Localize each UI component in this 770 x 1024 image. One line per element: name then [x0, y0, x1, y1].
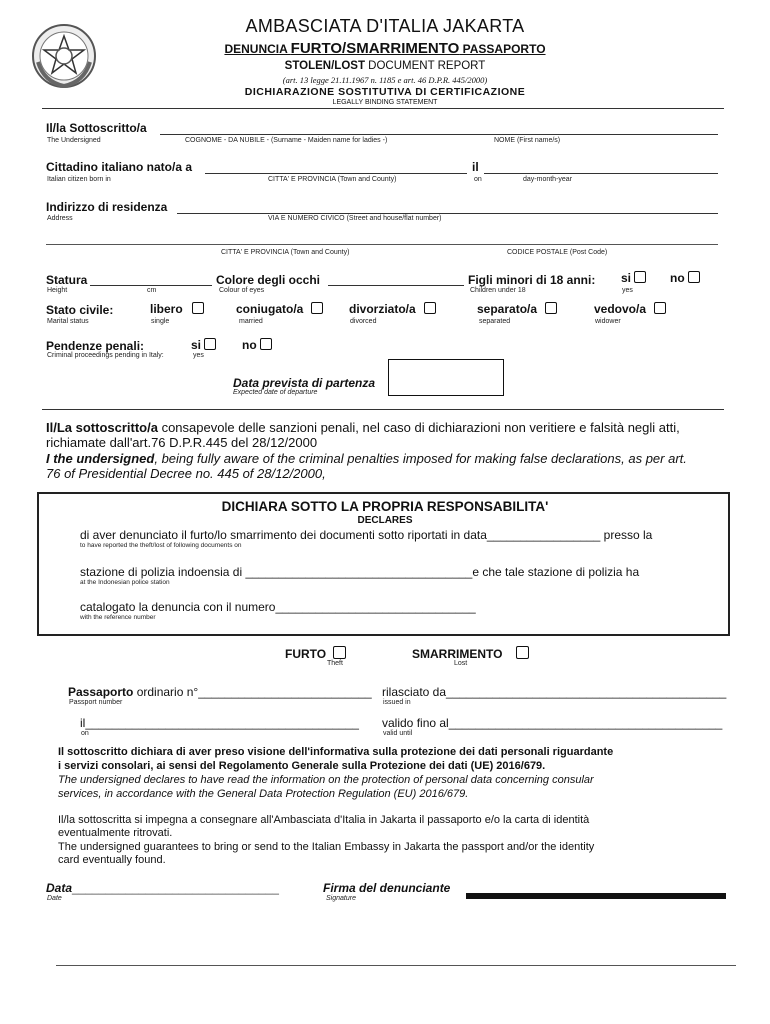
rilasciato-field[interactable]: rilasciato da__________________________________________ — [382, 685, 727, 699]
figli-no-checkbox[interactable] — [688, 271, 700, 283]
passport-number-label: Passport number — [69, 699, 123, 706]
valido-field[interactable]: valido fino al_________________________________________ — [382, 716, 723, 730]
divorziato-option[interactable] — [349, 302, 436, 316]
via-hint: VIA E NUMERO CIVICO (Street and house/flat number) — [268, 215, 442, 222]
declares-line-3: catalogato la denuncia con il numero______________________________ — [80, 600, 476, 614]
document-report-label: DOCUMENT REPORT — [364, 60, 486, 72]
italian-born-label: Italian citizen born in — [47, 176, 111, 183]
declares-line-2-en: at the Indonesian police station — [80, 579, 170, 586]
expected-departure-label: Expected date of departure — [233, 389, 318, 396]
figli-no-option[interactable] — [670, 271, 700, 285]
page-title: AMBASCIATA D'ITALIA JAKARTA — [245, 16, 525, 36]
guarantee-italian-1: Il/la sottoscritta si impegna a consegnare all'Ambasciata d'Italia in Jakarta il passaporto e/o la carta di identità — [58, 814, 590, 826]
declares-line-1: di aver denunciato il furto/lo smarrimento dei documenti sotto riportati in data_________________ presso la — [80, 528, 653, 542]
declaration-english — [46, 451, 756, 481]
pendenze-no-checkbox[interactable] — [260, 338, 272, 350]
figli-yes-label: yes — [622, 287, 633, 294]
guarantee-italian-2: eventualmente ritrovati. — [58, 827, 173, 839]
citta-town-hint: CITTA' E PROVINCIA (Town and County) — [268, 176, 397, 183]
codice-postale-hint: CODICE POSTALE (Post Code) — [507, 249, 608, 256]
address-label: Address — [47, 215, 73, 222]
libero-label: libero — [150, 302, 183, 316]
birthplace-input-line[interactable] — [205, 173, 467, 174]
theft-label: Theft — [327, 660, 343, 667]
eye-colour-input-line[interactable] — [328, 285, 464, 286]
widower-label: widower — [595, 318, 621, 325]
date-label: Date — [47, 895, 62, 902]
declares-label: DECLARES — [357, 515, 413, 526]
single-label: single — [151, 318, 170, 325]
signature-label: Signature — [326, 895, 356, 902]
departure-date-box[interactable] — [388, 359, 504, 396]
passaporto-number-line[interactable]: ordinario n°__________________________ — [133, 685, 372, 699]
declaration-text-en: , being fully aware of the criminal penalties imposed for making false declarations, as per art. — [154, 451, 687, 466]
smarrimento-label: SMARRIMENTO — [412, 647, 503, 661]
libero-option[interactable] — [150, 302, 204, 316]
data-label: Data — [46, 881, 73, 895]
on-label: on — [474, 176, 482, 183]
vedovo-checkbox[interactable] — [654, 302, 666, 314]
legally-binding-label: LEGALLY BINDING STATEMENT — [332, 99, 438, 106]
vedovo-label: vedovo/a — [594, 302, 647, 316]
birth-il-label: il — [472, 160, 479, 174]
declaration-reference: richiamate dall'art.76 D.P.R.445 del 28/12/2000 — [46, 435, 318, 450]
figli-si-option[interactable] — [621, 271, 646, 285]
coniugato-label: coniugato/a — [236, 302, 304, 316]
declaration-subject-en: I the undersigned — [46, 451, 155, 466]
declares-line-2: stazione di polizia indoensia di __________________________________e che tale stazione di polizia ha — [80, 565, 640, 579]
figli-no-label: no — [670, 271, 685, 285]
signature-line[interactable] — [466, 893, 726, 899]
guarantee-english-2: card eventually found. — [58, 854, 166, 866]
pendenze-si-label: si — [191, 338, 202, 352]
furto-label: FURTO — [285, 647, 327, 661]
declaration-text: consapevole delle sanzioni penali, nel caso di dichiarazioni non veritiere e falsità negli atti, — [157, 420, 680, 435]
privacy-italian-2: i servizi consolari, ai sensi del Regolamento Generale sulla Protezione dei dati (UE) 2016/679. — [58, 760, 546, 772]
data-field[interactable] — [46, 881, 279, 895]
divorziato-checkbox[interactable] — [424, 302, 436, 314]
page-subtitle — [0, 40, 770, 58]
married-label: married — [239, 318, 263, 325]
cognome-hint: COGNOME - DA NUBILE - (Surname - Maiden name for ladies -) — [185, 137, 388, 144]
address-line-2[interactable] — [46, 244, 718, 245]
smarrimento-checkbox[interactable] — [516, 646, 529, 659]
figli-si-label: si — [621, 271, 632, 285]
declaration-reference-en: 76 of Presidential Decree no. 445 of 28/12/2000, — [46, 466, 326, 481]
birthdate-input-line[interactable] — [484, 173, 718, 174]
address-input-line[interactable] — [177, 213, 718, 214]
lost-label: Lost — [454, 660, 468, 667]
sottoscritto-label: Il/la Sottoscritto/a — [46, 121, 147, 135]
divorziato-label: divorziato/a — [349, 302, 416, 316]
height-label: Height — [47, 287, 68, 294]
subtitle-denuncia: DENUNCIA — [224, 42, 291, 56]
furto-checkbox[interactable] — [333, 646, 346, 659]
subtitle-furto: FURTO/SMARRIMENTO — [290, 40, 460, 57]
valid-until-label: valid until — [383, 730, 413, 737]
declaration-subject: Il/La sottoscritto/a — [46, 420, 158, 435]
bottom-rule — [56, 965, 736, 966]
criminal-proceedings-label: Criminal proceedings pending in Italy: — [47, 352, 164, 359]
smarrimento-option[interactable] — [412, 646, 529, 661]
cittadino-label: Cittadino italiano nato/a a — [46, 160, 193, 174]
declaration-italian — [46, 420, 756, 450]
children-label: Children under 18 — [470, 287, 526, 294]
passaporto-field[interactable] — [68, 685, 372, 699]
issued-in-label: issued in — [383, 699, 411, 706]
pendenze-no-label: no — [242, 338, 257, 352]
separato-checkbox[interactable] — [545, 302, 557, 314]
issue-date-field[interactable]: il_________________________________________ — [80, 716, 359, 730]
declares-line-3-en: with the reference number — [80, 614, 156, 621]
stolen-lost-heading — [0, 60, 770, 72]
issue-on-label: on — [81, 730, 89, 737]
header-divider — [42, 108, 724, 109]
day-month-year-hint: day-month-year — [523, 176, 573, 183]
declares-box-title: DICHIARA SOTTO LA PROPRIA RESPONSABILITA' — [221, 499, 549, 514]
libero-checkbox[interactable] — [192, 302, 204, 314]
name-input-line[interactable] — [160, 134, 718, 135]
subtitle-passaporto: PASSAPORTO — [459, 42, 546, 56]
data-prevista-label: Data prevista di partenza — [233, 376, 376, 390]
privacy-english-1: The undersigned declares to have read the information on the protection of personal data concerning consular — [58, 774, 594, 786]
indirizzo-label: Indirizzo di residenza — [46, 200, 168, 214]
divorced-label: divorced — [350, 318, 377, 325]
nome-hint: NOME (First name/s) — [494, 137, 561, 144]
vedovo-option[interactable] — [594, 302, 666, 316]
pendenze-si-checkbox[interactable] — [204, 338, 216, 350]
pendenze-si-option[interactable] — [191, 338, 216, 352]
dichiarazione-heading: DICHIARAZIONE SOSTITUTIVA DI CERTIFICAZIONE — [244, 86, 526, 98]
coniugato-option[interactable] — [236, 302, 323, 316]
privacy-english-2: services, in accordance with the General Data Protection Regulation (EU) 2016/679. — [58, 788, 469, 800]
pendenze-yes-label: yes — [193, 352, 204, 359]
privacy-italian-1: Il sottoscritto dichiara di aver preso visione dell'informativa sulla protezione dei dati personali riguardante — [58, 746, 614, 758]
statura-label: Statura — [46, 273, 88, 287]
marital-status-label: Marital status — [47, 318, 89, 325]
law-reference: (art. 13 legge 21.11.1967 n. 1185 e art. 46 D.P.R. 445/2000) — [282, 75, 488, 85]
passaporto-label: Passaporto — [68, 685, 134, 699]
furto-option[interactable] — [285, 646, 346, 661]
separated-label: separated — [479, 318, 511, 325]
citta-town-hint-2: CITTA' E PROVINCIA (Town and County) — [221, 249, 350, 256]
date-input-line[interactable]: _______________________________ — [72, 881, 279, 895]
colore-occhi-label: Colore degli occhi — [216, 273, 321, 287]
height-input-line[interactable] — [90, 285, 212, 286]
cm-unit: cm — [147, 287, 157, 294]
stolen-lost-label: STOLEN/LOST — [284, 60, 365, 72]
figli-si-checkbox[interactable] — [634, 271, 646, 283]
separato-label: separato/a — [477, 302, 538, 316]
separato-option[interactable] — [477, 302, 557, 316]
coniugato-checkbox[interactable] — [311, 302, 323, 314]
undersigned-label: The Undersigned — [47, 137, 101, 144]
firma-label: Firma del denunciante — [323, 881, 451, 895]
pendenze-label: Pendenze penali: — [46, 339, 145, 353]
stato-civile-label: Stato civile: — [46, 303, 114, 317]
colour-eyes-label: Colour of eyes — [219, 287, 265, 294]
pendenze-no-option[interactable] — [242, 338, 272, 352]
declares-line-1-en: to have reported the theft/lost of following documents on — [80, 542, 242, 549]
figli-label: Figli minori di 18 anni: — [468, 273, 596, 287]
guarantee-english-1: The undersigned guarantees to bring or send to the Italian Embassy in Jakarta the passport and/or the identity — [58, 841, 595, 853]
section-divider — [42, 409, 724, 410]
